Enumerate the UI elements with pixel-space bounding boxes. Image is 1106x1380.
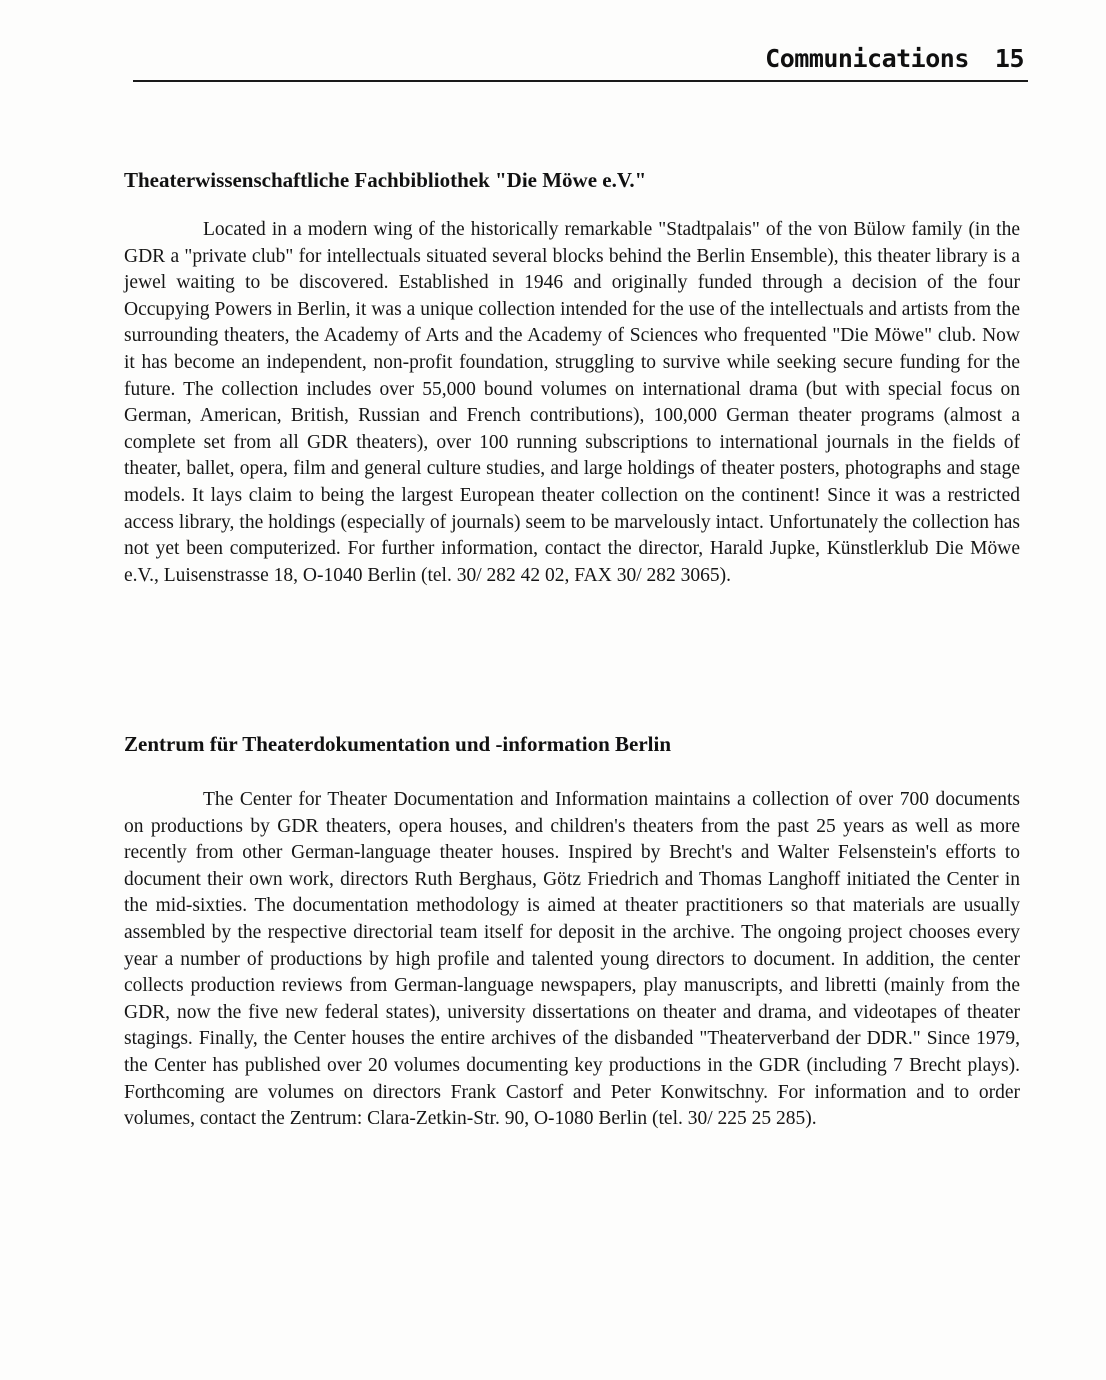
page-number: 15 [994,44,1024,73]
running-title: Communications [765,44,969,73]
section-body: Located in a modern wing of the historically remarkable "Stadtpalais" of the von Bülow family (in the GDR a "private club" for intellectuals situated several blocks behind the Berlin Ensemble), this theater library is a jewel waiting to be discovered. Established in 1946 and originally funded through a decision of the four Occupying Powers in Berlin, it was a unique collection intended for the use of the intellectuals and artists from the surrounding theaters, the Academy of Arts and the Academy of Sciences who frequented "Die Möwe" club. Now it has become an independent, non-profit foundation, struggling to survive while seeking secure funding for the future. The collection includes over 55,000 bound volumes on international drama (but with special focus on German, American, British, Russian and French contributions), 100,000 German theater programs (almost a complete set from all GDR theaters), over 100 running subscriptions to international journals in the fields of theater, ballet, opera, film and general culture studies, and large holdings of theater posters, photographs and stage models. It lays claim to being the largest European theater collection on the continent! Since it was a restricted access library, the holdings (especially of journals) seem to be marvelously intact. Unfortunately the collection has not yet been computerized. For further information, contact the director, Harald Jupke, Künstlerklub Die Möwe e.V., Luisenstrasse 18, O-1040 Berlin (tel. 30/ 282 42 02, FAX 30/ 282 3065). [124,219,1020,586]
section-heading: Zentrum für Theaterdokumentation und -information Berlin [124,732,672,756]
running-head [765,44,1024,73]
section-moewe-library [124,166,1020,589]
running-header [133,38,1028,82]
section-zentrum-theaterdokumentation [124,730,1020,1133]
section-body: The Center for Theater Documentation and Information maintains a collection of over 700 documents on productions by GDR theaters, opera houses, and children's theaters from the past 25 years as well as more recently from other German-language theater houses. Inspired by Brecht's and Walter Felsenstein's efforts to document their own work, directors Ruth Berghaus, Götz Friedrich and Thomas Langhoff initiated the Center in the mid-sixties. The documentation methodology is aimed at theater practitioners so that materials are usually assembled by the respective directorial team itself for deposit in the archive. The ongoing project chooses every year a number of productions by high profile and talented young directors to document. In addition, the center collects production reviews from German-language newspapers, play manuscripts, and libretti (mainly from the GDR, now the five new federal states), university dissertations on theater and drama, and videotapes of theater stagings. Finally, the Center houses the entire archives of the disbanded "Theaterverband der DDR." Since 1979, the Center has published over 20 volumes documenting key productions in the GDR (including 7 Brecht plays). Forthcoming are volumes on directors Frank Castorf and Peter Konwitschny. For information and to order volumes, contact the Zentrum: Clara-Zetkin-Str. 90, O-1080 Berlin (tel. 30/ 225 25 285). [124,789,1020,1130]
section-heading: Theaterwissenschaftliche Fachbibliothek "Die Möwe e.V." [124,168,647,192]
